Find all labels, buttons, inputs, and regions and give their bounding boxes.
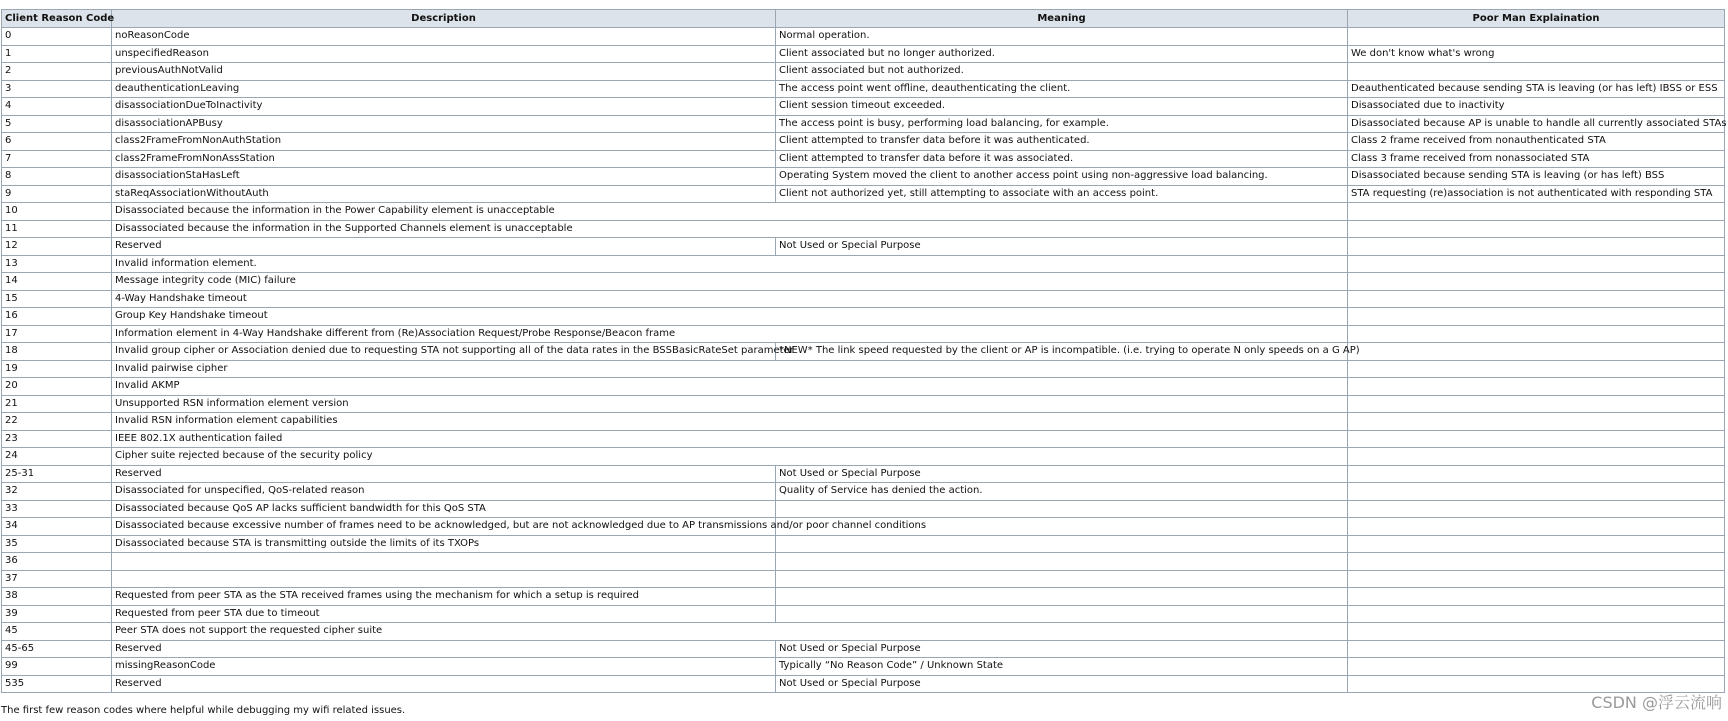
cell-code: 38 [2,588,112,606]
table-row [2,535,1725,553]
table-row [2,168,1725,186]
cell-description: Reserved [112,640,776,658]
table-row [2,133,1725,151]
cell-poor-man-explaination: Disassociated due to inactivity [1348,98,1725,116]
table-row [2,150,1725,168]
table-row [2,675,1725,693]
table-row [2,658,1725,676]
cell-meaning [776,605,1348,623]
table-row [2,98,1725,116]
cell-description [112,570,776,588]
cell-poor-man-explaination [1348,640,1725,658]
cell-poor-man-explaination: Disassociated because AP is unable to handle all currently associated STAs [1348,115,1725,133]
cell-code: 16 [2,308,112,326]
table-row [2,640,1725,658]
cell-poor-man-explaination: Class 2 frame received from nonauthenticated STA [1348,133,1725,151]
cell-poor-man-explaination [1348,588,1725,606]
cell-poor-man-explaination [1348,255,1725,273]
header-meaning: Meaning [776,10,1348,28]
cell-meaning [776,588,1348,606]
cell-code: 12 [2,238,112,256]
cell-code: 39 [2,605,112,623]
header-poor-man-explaination: Poor Man Explaination [1348,10,1725,28]
table-row [2,430,1725,448]
cell-description: deauthenticationLeaving [112,80,776,98]
table-row [2,80,1725,98]
cell-code: 2 [2,63,112,81]
cell-code: 7 [2,150,112,168]
table-row [2,588,1725,606]
cell-code: 9 [2,185,112,203]
cell-description: Disassociated because excessive number of frames need to be acknowledged, but are not acknowledged due to AP transmissions and/or poor channel conditions [112,518,776,536]
cell-description: staReqAssociationWithoutAuth [112,185,776,203]
table-body [2,28,1725,693]
table-row [2,308,1725,326]
cell-poor-man-explaination: Deauthenticated because sending STA is leaving (or has left) IBSS or ESS [1348,80,1725,98]
cell-meaning: Not Used or Special Purpose [776,675,1348,693]
cell-poor-man-explaination [1348,623,1725,641]
table-row [2,238,1725,256]
cell-code: 1 [2,45,112,63]
cell-poor-man-explaination [1348,448,1725,466]
cell-description: disassociationAPBusy [112,115,776,133]
cell-code: 13 [2,255,112,273]
cell-description: Invalid RSN information element capabilities [112,413,1348,431]
cell-code: 17 [2,325,112,343]
header-description: Description [112,10,776,28]
cell-poor-man-explaination [1348,273,1725,291]
cell-code: 8 [2,168,112,186]
cell-description: missingReasonCode [112,658,776,676]
cell-poor-man-explaination [1348,308,1725,326]
cell-poor-man-explaination [1348,238,1725,256]
cell-code: 24 [2,448,112,466]
cell-meaning [776,535,1348,553]
table-row [2,28,1725,46]
cell-description: Requested from peer STA as the STA received frames using the mechanism for which a setup is required [112,588,776,606]
cell-meaning: Typically “No Reason Code” / Unknown State [776,658,1348,676]
cell-code: 21 [2,395,112,413]
cell-meaning: Client not authorized yet, still attempting to associate with an access point. [776,185,1348,203]
header-client-reason-code: Client Reason Code [2,10,112,28]
cell-code: 20 [2,378,112,396]
cell-code: 25-31 [2,465,112,483]
cell-code: 22 [2,413,112,431]
cell-description: Group Key Handshake timeout [112,308,1348,326]
cell-code: 4 [2,98,112,116]
cell-poor-man-explaination [1348,413,1725,431]
cell-poor-man-explaination [1348,658,1725,676]
table-row [2,203,1725,221]
cell-description: IEEE 802.1X authentication failed [112,430,1348,448]
table-row [2,290,1725,308]
cell-poor-man-explaination [1348,518,1725,536]
cell-meaning: *NEW* The link speed requested by the client or AP is incompatible. (i.e. trying to operate N only speeds on a G AP) [776,343,1348,361]
cell-poor-man-explaination [1348,430,1725,448]
table-row [2,255,1725,273]
cell-description: Disassociated because the information in the Supported Channels element is unacceptable [112,220,1348,238]
table-row [2,553,1725,571]
cell-code: 32 [2,483,112,501]
footnote: The first few reason codes where helpful while debugging my wifi related issues. [1,705,406,716]
cell-code: 6 [2,133,112,151]
table-row [2,115,1725,133]
cell-description: class2FrameFromNonAssStation [112,150,776,168]
cell-poor-man-explaination: Class 3 frame received from nonassociated STA [1348,150,1725,168]
cell-description: disassociationStaHasLeft [112,168,776,186]
table-row [2,623,1725,641]
cell-code: 14 [2,273,112,291]
cell-meaning: Normal operation. [776,28,1348,46]
cell-poor-man-explaination [1348,675,1725,693]
cell-meaning: Client associated but not authorized. [776,63,1348,81]
cell-meaning [776,553,1348,571]
cell-meaning: Not Used or Special Purpose [776,465,1348,483]
cell-poor-man-explaination [1348,360,1725,378]
cell-description: Peer STA does not support the requested cipher suite [112,623,1348,641]
table-row [2,63,1725,81]
cell-description: Reserved [112,238,776,256]
table-row [2,325,1725,343]
cell-meaning [776,500,1348,518]
cell-description: Disassociated because STA is transmitting outside the limits of its TXOPs [112,535,776,553]
cell-meaning: Quality of Service has denied the action. [776,483,1348,501]
cell-code: 19 [2,360,112,378]
cell-code: 36 [2,553,112,571]
table-row [2,395,1725,413]
cell-meaning: The access point went offline, deauthenticating the client. [776,80,1348,98]
table-row [2,483,1725,501]
cell-code: 45 [2,623,112,641]
table-row [2,378,1725,396]
cell-meaning: Operating System moved the client to another access point using non-aggressive load balancing. [776,168,1348,186]
cell-code: 5 [2,115,112,133]
cell-poor-man-explaination [1348,203,1725,221]
reason-code-table [1,9,1725,693]
cell-meaning: Client associated but no longer authorized. [776,45,1348,63]
cell-description: Information element in 4-Way Handshake different from (Re)Association Request/Probe Response/Beacon frame [112,325,1348,343]
cell-poor-man-explaination: We don't know what's wrong [1348,45,1725,63]
cell-poor-man-explaination [1348,553,1725,571]
table-row [2,220,1725,238]
cell-description: Message integrity code (MIC) failure [112,273,1348,291]
cell-description: Disassociated because QoS AP lacks sufficient bandwidth for this QoS STA [112,500,776,518]
cell-poor-man-explaination [1348,500,1725,518]
cell-poor-man-explaination [1348,28,1725,46]
cell-description: class2FrameFromNonAuthStation [112,133,776,151]
table-row [2,570,1725,588]
cell-poor-man-explaination: Disassociated because sending STA is leaving (or has left) BSS [1348,168,1725,186]
cell-description: Invalid group cipher or Association denied due to requesting STA not supporting all of the data rates in the BSSBasicRateSet parameter [112,343,776,361]
cell-meaning: Not Used or Special Purpose [776,238,1348,256]
table-row [2,465,1725,483]
cell-code: 11 [2,220,112,238]
cell-poor-man-explaination [1348,220,1725,238]
table-row [2,413,1725,431]
cell-code: 3 [2,80,112,98]
cell-poor-man-explaination [1348,570,1725,588]
cell-poor-man-explaination [1348,395,1725,413]
table-row [2,360,1725,378]
cell-description: Unsupported RSN information element version [112,395,1348,413]
cell-description: Cipher suite rejected because of the security policy [112,448,1348,466]
cell-poor-man-explaination [1348,343,1725,361]
table-row [2,605,1725,623]
cell-code: 10 [2,203,112,221]
table-header-row [2,10,1725,28]
cell-meaning: Client attempted to transfer data before it was authenticated. [776,133,1348,151]
cell-description: Disassociated because the information in the Power Capability element is unacceptable [112,203,1348,221]
cell-code: 37 [2,570,112,588]
cell-poor-man-explaination [1348,63,1725,81]
cell-description: 4-Way Handshake timeout [112,290,1348,308]
cell-code: 99 [2,658,112,676]
cell-poor-man-explaination [1348,605,1725,623]
cell-poor-man-explaination [1348,535,1725,553]
cell-poor-man-explaination [1348,325,1725,343]
cell-code: 18 [2,343,112,361]
cell-code: 23 [2,430,112,448]
cell-code: 33 [2,500,112,518]
table-row [2,343,1725,361]
cell-description: Reserved [112,465,776,483]
cell-poor-man-explaination [1348,378,1725,396]
cell-poor-man-explaination [1348,465,1725,483]
cell-code: 0 [2,28,112,46]
cell-description: Invalid information element. [112,255,1348,273]
cell-meaning [776,570,1348,588]
cell-poor-man-explaination: STA requesting (re)association is not authenticated with responding STA [1348,185,1725,203]
cell-code: 45-65 [2,640,112,658]
cell-meaning: Client attempted to transfer data before it was associated. [776,150,1348,168]
watermark: CSDN @浮云流响 [1591,693,1722,712]
cell-description: Disassociated for unspecified, QoS-related reason [112,483,776,501]
cell-code: 535 [2,675,112,693]
cell-poor-man-explaination [1348,290,1725,308]
cell-description: Invalid pairwise cipher [112,360,1348,378]
table-row [2,45,1725,63]
cell-code: 15 [2,290,112,308]
cell-meaning: The access point is busy, performing load balancing, for example. [776,115,1348,133]
table-row [2,500,1725,518]
cell-description: noReasonCode [112,28,776,46]
cell-description: unspecifiedReason [112,45,776,63]
cell-description: Invalid AKMP [112,378,1348,396]
cell-meaning: Client session timeout exceeded. [776,98,1348,116]
cell-description: Reserved [112,675,776,693]
cell-description: disassociationDueToInactivity [112,98,776,116]
table-row [2,448,1725,466]
cell-code: 35 [2,535,112,553]
cell-description: Requested from peer STA due to timeout [112,605,776,623]
cell-description: previousAuthNotValid [112,63,776,81]
cell-poor-man-explaination [1348,483,1725,501]
table-row [2,185,1725,203]
table-row [2,518,1725,536]
cell-meaning: Not Used or Special Purpose [776,640,1348,658]
cell-description [112,553,776,571]
table-row [2,273,1725,291]
cell-code: 34 [2,518,112,536]
